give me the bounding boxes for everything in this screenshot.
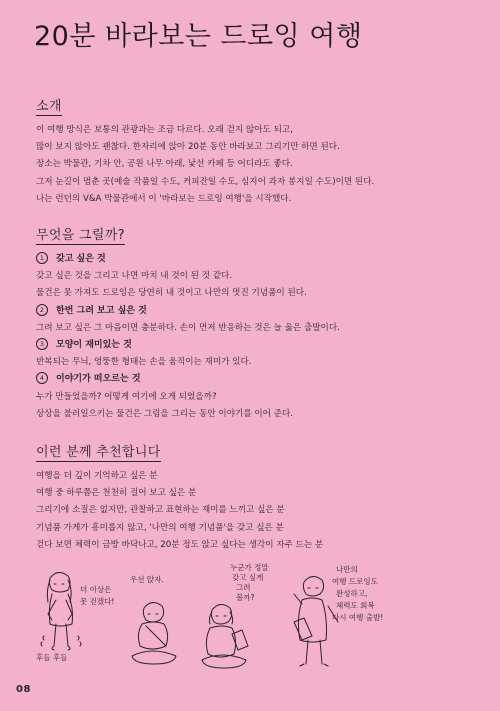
item-title <box>36 303 476 320</box>
intro-line: 많이 보지 않아도 괜찮다. 한자리에 앉아 20분 동안 바라보고 그리기만 하면 된다. <box>36 142 340 153</box>
caption-3d: 볼까? <box>236 593 255 602</box>
page-number: 08 <box>16 684 31 695</box>
caption-3b: 갖고 싶게 <box>232 573 264 582</box>
item-title-text: 이야기가 떠오르는 것 <box>56 374 141 385</box>
drawing-person-drawing <box>202 604 248 668</box>
intro-line: 나는 런던의 V&A 박물관에서 이 '바라보는 드로잉 여행'을 시작했다. <box>36 193 292 204</box>
what-section <box>36 224 476 423</box>
caption-4b: 여행 드로잉도 <box>332 577 378 586</box>
recommend-line: 여행 중 하루쯤은 천천히 걸어 보고 싶은 분 <box>36 488 197 499</box>
item-title-text: 한번 그려 보고 싶은 것 <box>56 305 147 316</box>
recommend-section <box>36 441 476 554</box>
item-line: 갖고 싶은 것을 그리고 나면 마치 내 것이 된 것 같다. <box>36 271 233 282</box>
item-title <box>36 371 476 388</box>
caption-4c: 완성하고, <box>336 589 368 598</box>
caption-2: 우선 앉자. <box>130 575 164 584</box>
item-title-text: 갖고 싶은 것 <box>56 254 106 264</box>
item-line: 물건은 못 가져도 드로잉은 당연히 내 것이고 나만의 멋진 기념품이 된다. <box>36 288 307 299</box>
sitting-person-drawing <box>132 602 176 664</box>
item-title <box>36 337 476 354</box>
what-heading: 무엇을 그릴까? <box>36 224 125 245</box>
item-title <box>36 251 476 268</box>
caption-3a: 누군가 정말 <box>230 563 269 572</box>
item-number: 4 <box>36 372 48 384</box>
recommend-line: 여행을 더 깊이 기억하고 싶은 분 <box>36 471 158 481</box>
item-title-text: 모양이 재미있는 것 <box>56 340 132 351</box>
caption-1a: 더 이상은 <box>80 585 112 594</box>
recommend-line: 기념품 가게가 흥미롭지 않고, '나만의 여행 기념품'을 갖고 싶은 분 <box>36 522 284 533</box>
intro-section <box>36 95 476 208</box>
illustration-strip <box>36 560 416 685</box>
item-number: 1 <box>36 252 48 264</box>
intro-line: 그저 눈길이 멈춘 곳(예술 작품일 수도, 커피잔일 수도, 심지어 과자 봉지일 수도)이면 된다. <box>36 176 375 187</box>
caption-4e: 다시 여행 출발! <box>332 613 384 622</box>
caption-4a: 나만의 <box>336 565 358 574</box>
caption-1-feet: 후들 후들 <box>36 653 68 662</box>
item-line: 반복되는 무늬, 엉뚱한 형태는 손을 움직이는 재미가 있다. <box>36 357 252 368</box>
tired-walker-drawing <box>41 572 81 650</box>
item-line: 누가 만들었을까? 어떻게 여기에 오게 되었을까? <box>36 391 217 402</box>
intro-line: 장소는 박물관, 기차 안, 공원 나무 아래, 낯선 카페 등 어디라도 좋다. <box>36 159 293 170</box>
item-number: 2 <box>36 304 48 316</box>
page-title: 20분 바라보는 드로잉 여행 <box>34 21 363 52</box>
caption-3c: 그려 <box>236 583 251 592</box>
item-line: 상상을 불러일으키는 물건은 그림을 그리는 동안 이야기를 이어 준다. <box>36 408 294 419</box>
item-line: 그려 보고 싶은 그 마음이면 충분하다. 손이 먼저 반응하는 것은 늘 옳은 출발이다. <box>36 322 340 333</box>
recommend-heading: 이런 분께 추천합니다 <box>36 441 161 462</box>
intro-heading: 소개 <box>36 95 62 116</box>
caption-4d: 체력도 회복 <box>336 601 375 610</box>
caption-1b: 못 걷겠다! <box>80 597 115 606</box>
recommend-line: 걷다 보면 체력이 금방 바닥나고, 20분 정도 앉고 싶다는 생각이 자주 드는 분 <box>36 539 324 550</box>
intro-line: 이 여행 방식은 보통의 관광과는 조금 다르다. 오래 걷지 않아도 되고, <box>36 125 293 135</box>
doodle-illustration <box>36 560 416 685</box>
recommend-line: 그리기에 소질은 없지만, 관찰하고 표현하는 재미를 느끼고 싶은 분 <box>36 505 285 516</box>
item-number: 3 <box>36 338 48 350</box>
